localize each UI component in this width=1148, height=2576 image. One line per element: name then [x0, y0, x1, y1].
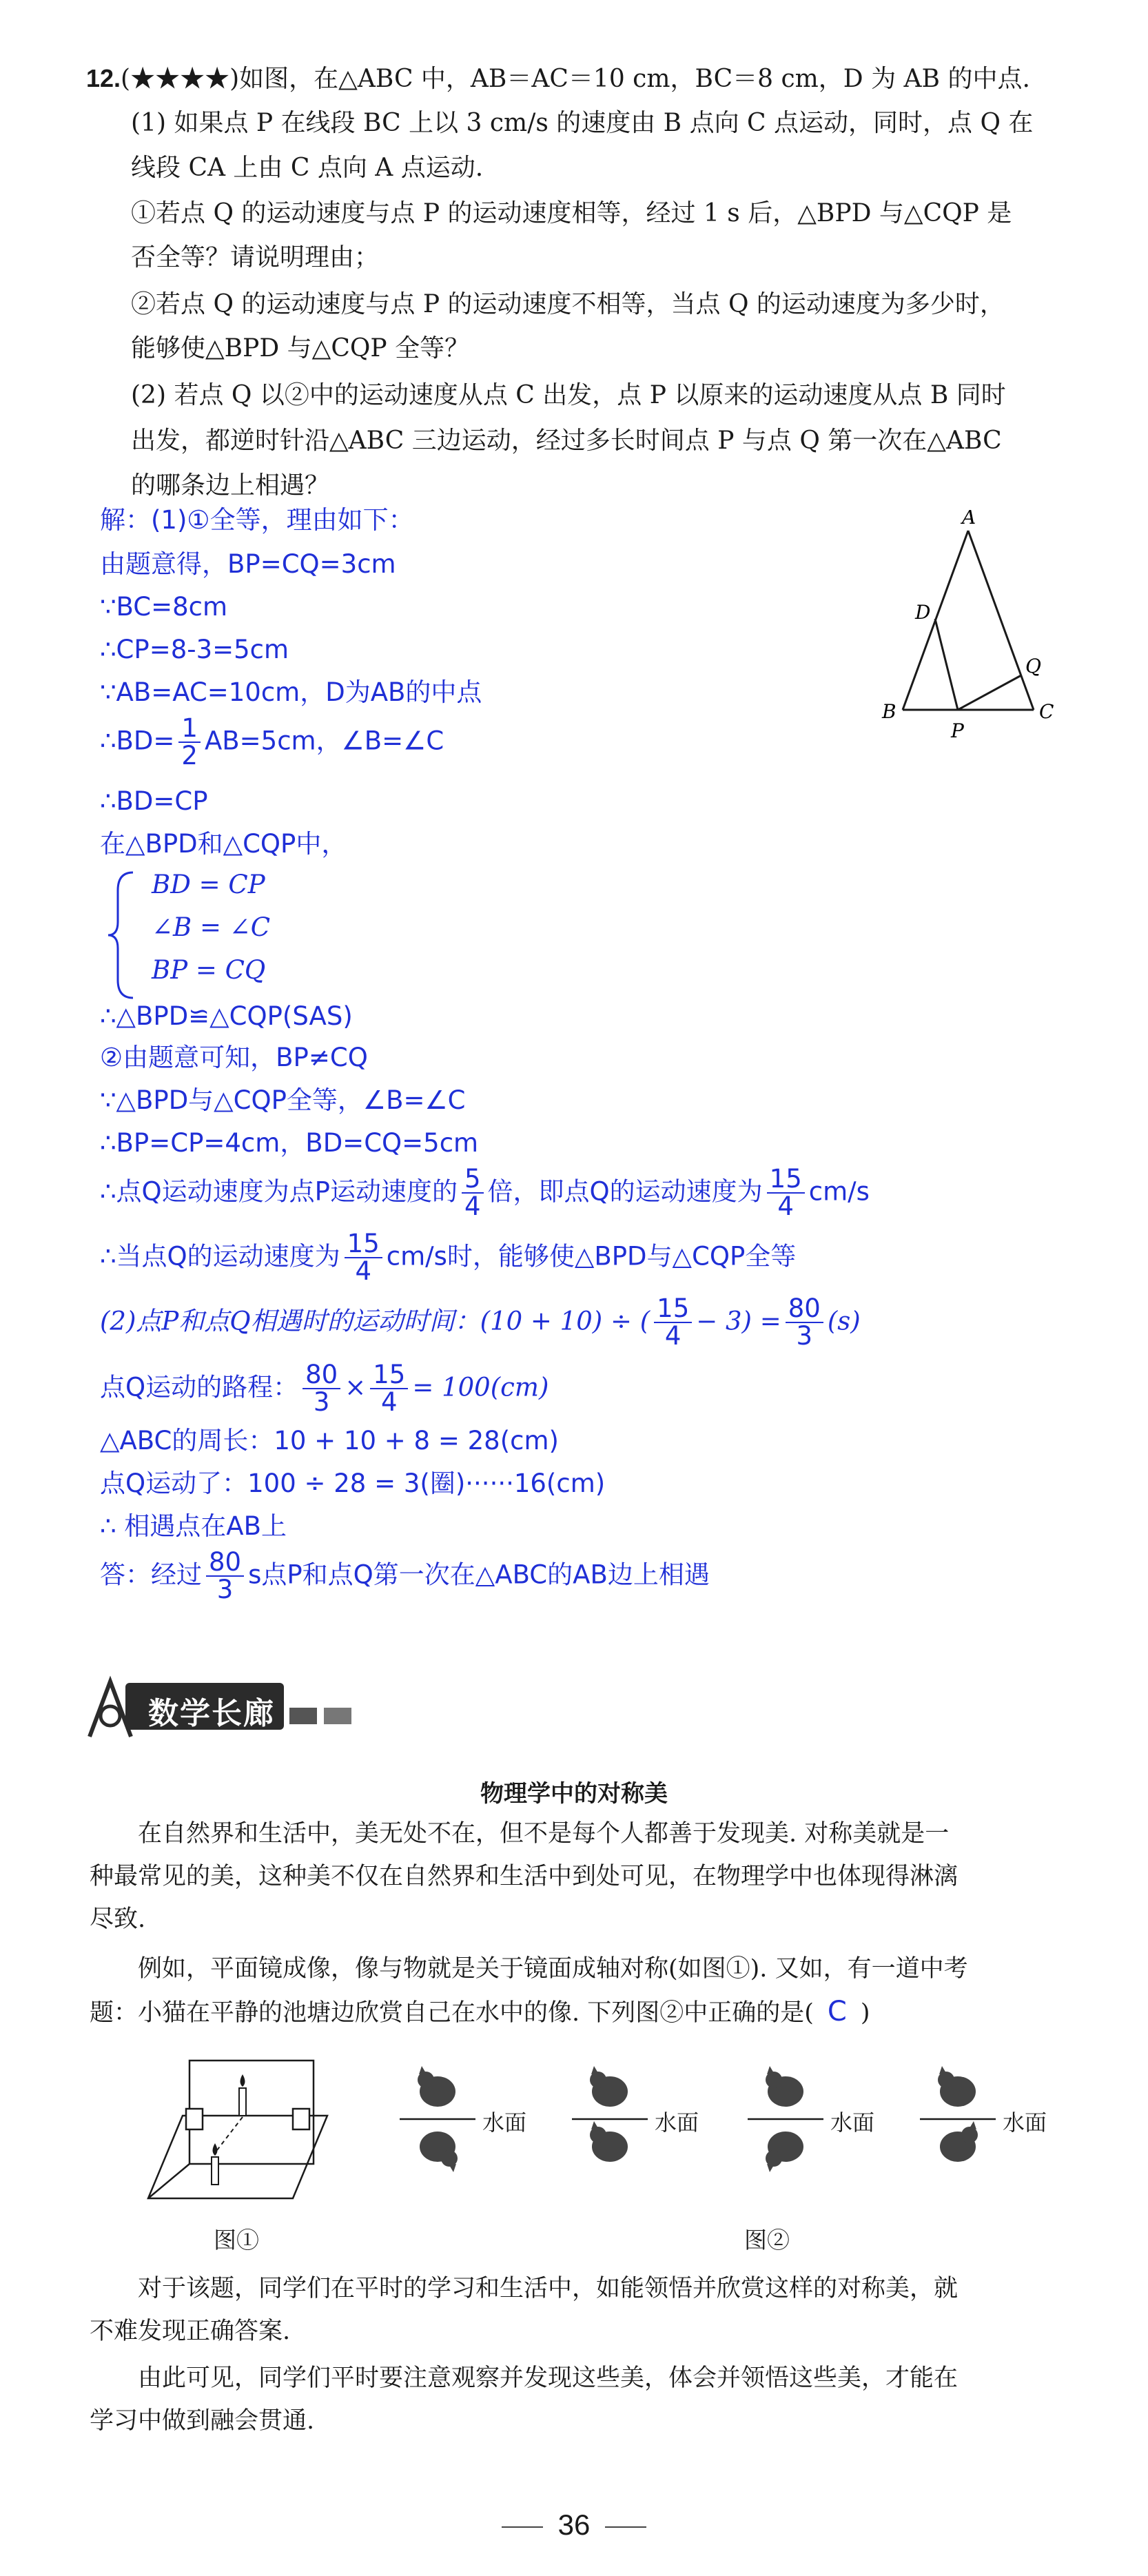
label-D: D — [915, 601, 931, 624]
cat-icon — [590, 2066, 628, 2107]
numerator: 1 — [178, 715, 201, 743]
answer-line-8: 在△BPD和△CQP中， — [100, 829, 347, 859]
answer-20-tail: s点P和点Q第一次在△ABC的AB边上相遇 — [248, 1560, 710, 1590]
brace-icon — [105, 870, 140, 1001]
answer-line-17: △ABC的周长：10 + 10 + 8 = 28(cm) — [100, 1426, 559, 1455]
para-1-line-1: 在自然界和生活中，美无处不在，但不是每个人都善于发现美. 对称美就是一 — [138, 1820, 950, 1848]
answer-14-tail: cm/s时，能够使△BPD与△CQP全等 — [386, 1241, 797, 1271]
fraction-half — [178, 715, 201, 769]
denominator: 3 — [313, 1387, 330, 1417]
system-row-3: BP = CQ — [152, 955, 266, 985]
footer-dash-right — [605, 2526, 646, 2528]
water-label-b: 水面 — [655, 2109, 699, 2136]
para-3-line-2: 不难发现正确答案. — [90, 2318, 291, 2345]
question-line-7: 能够使△BPD 与△CQP 全等？ — [131, 334, 470, 362]
candle-image-flame-icon — [213, 2143, 218, 2156]
answer-6-lead: ∴BD= — [100, 726, 175, 756]
question-stem: 如图，在△ABC 中，AB＝AC＝10 cm，BC＝8 cm，D 为 AB 的中点. — [239, 65, 1030, 93]
page-number: 36 — [557, 2508, 591, 2541]
answer-line-16 — [100, 1362, 549, 1415]
section-banner-title: 数学长廊 — [148, 1696, 275, 1731]
numerator: 15 — [370, 1362, 408, 1389]
para-2-line-1: 例如，平面镜成像，像与物就是关于镜面成轴对称(如图①). 又如，有一道中考 — [138, 1955, 968, 1983]
question-line-4: ①若点 Q 的运动速度与点 P 的运动速度相等，经过 1 s 后，△BPD 与△CQP 是 — [131, 199, 1012, 227]
question-line-6: ②若点 Q 的运动速度与点 P 的运动速度不相等，当点 Q 的运动速度为多少时， — [131, 290, 1005, 318]
triangle-figure — [861, 510, 1089, 744]
label-Q: Q — [1025, 655, 1041, 677]
label-P: P — [951, 719, 964, 742]
denominator: 3 — [216, 1575, 234, 1604]
fraction-speed-2 — [345, 1231, 382, 1285]
answer-line-12: ∴BP=CP=4cm，BD=CQ=5cm — [100, 1128, 479, 1158]
answer-13-mid: 倍，即点Q的运动速度为 — [487, 1176, 763, 1207]
answer-line-19: ∴ 相遇点在AB上 — [100, 1511, 287, 1541]
answer-15-lead: (2)点P和点Q相遇时的运动时间：(10 + 10) ÷ ( — [100, 1306, 650, 1336]
fig2-caption: 图② — [744, 2227, 790, 2253]
question-line-2: (1) 如果点 P 在线段 BC 上以 3 cm/s 的速度由 B 点向 C 点运动，同时，点 Q 在 — [131, 109, 1034, 137]
answer-13-unit: cm/s — [808, 1176, 870, 1207]
mirror-figure — [121, 2040, 348, 2219]
answer-line-3: ∵BC=8cm — [100, 592, 228, 622]
fraction-15-4-b — [370, 1362, 408, 1415]
question-line-9: 出发，都逆时针沿△ABC 三边运动，经过多长时间点 P 与点 Q 第一次在△ABC — [131, 427, 1002, 455]
fraction-80-3 — [786, 1296, 823, 1349]
cat-option-d — [906, 2061, 1078, 2178]
answer-line-14 — [100, 1231, 796, 1285]
cat-reflection-icon — [590, 2121, 628, 2162]
article-title: 物理学中的对称美 — [480, 1780, 668, 1808]
difficulty-stars: (★★★★) — [121, 65, 240, 93]
cat-option-a — [386, 2061, 558, 2178]
answer-line-15 — [100, 1296, 861, 1349]
candle-flame-icon — [240, 2074, 245, 2087]
numerator: 15 — [767, 1166, 805, 1194]
water-label-d: 水面 — [1003, 2109, 1047, 2136]
answer-15-mid: − 3) = — [696, 1306, 781, 1336]
question-line-5: 否全等？请说明理由； — [131, 243, 380, 272]
numerator: 5 — [462, 1166, 484, 1194]
water-label-a: 水面 — [482, 2109, 527, 2136]
numerator: 80 — [786, 1296, 823, 1323]
cat-icon — [766, 2066, 803, 2107]
denominator: 4 — [664, 1321, 681, 1351]
question-number: 12. — [86, 64, 121, 92]
answer-6-tail: AB=5cm，∠B=∠C — [204, 726, 444, 756]
footer-dash-left — [502, 2526, 543, 2528]
cat-reflection-icon — [420, 2132, 458, 2172]
fraction-80-3-b — [303, 1362, 340, 1415]
answer-20-lead: 答：经过 — [100, 1560, 202, 1590]
cat-option-c — [734, 2061, 906, 2178]
para-1-line-2: 种最常见的美，这种美不仅在自然界和生活中到处可见，在物理学中也体现得淋漓 — [90, 1863, 959, 1890]
para-1-line-3: 尽致. — [90, 1905, 146, 1933]
answer-line-5: ∵AB=AC=10cm，D为AB的中点 — [100, 677, 482, 707]
numerator: 80 — [206, 1549, 244, 1577]
answer-line-1: 解：(1)①全等，理由如下： — [100, 505, 414, 535]
denominator: 4 — [381, 1387, 398, 1417]
label-A: A — [962, 510, 976, 529]
question-line-3: 线段 CA 上由 C 点向 A 点运动. — [131, 154, 484, 182]
segment-DP — [935, 619, 958, 710]
cat-option-b — [558, 2061, 730, 2178]
answer-line-13 — [100, 1166, 870, 1220]
denominator: 4 — [777, 1192, 794, 1221]
answer-line-7: ∴BD=CP — [100, 786, 208, 816]
para-2-text: 题：小猫在平静的池塘边欣赏自己在水中的像. 下列图②中正确的是( — [90, 1999, 814, 2027]
fraction-80-3-c — [206, 1549, 244, 1603]
segment-PQ — [958, 675, 1021, 710]
answer-choice: C — [827, 1996, 847, 2027]
para-2-line-2 — [90, 1990, 870, 2034]
answer-16-lead: 点Q运动的路程： — [100, 1372, 299, 1402]
system-row-2: ∠B = ∠C — [152, 912, 271, 942]
page-footer — [0, 2508, 1148, 2542]
multiply-sign: × — [345, 1372, 367, 1402]
answer-line-20 — [100, 1549, 710, 1603]
answer-15-unit: (s) — [827, 1306, 861, 1336]
answer-13-lead: ∴点Q运动速度为点P运动速度的 — [100, 1176, 458, 1207]
answer-line-18: 点Q运动了：100 ÷ 28 = 3(圈)······16(cm) — [100, 1469, 606, 1498]
cat-reflection-icon — [940, 2121, 978, 2162]
para-3-line-1: 对于该题，同学们在平时的学习和生活中，如能领悟并欣赏这样的对称美，就 — [138, 2275, 959, 2302]
answer-line-9: ∴△BPD≌△CQP(SAS) — [100, 1001, 353, 1031]
answer-16-result: = 100(cm) — [412, 1372, 549, 1402]
fraction-five-quarters — [462, 1166, 484, 1220]
numerator: 15 — [654, 1296, 692, 1323]
answer-14-lead: ∴当点Q的运动速度为 — [100, 1241, 340, 1271]
denominator: 4 — [355, 1256, 371, 1286]
label-C: C — [1039, 700, 1054, 723]
water-label-c: 水面 — [830, 2109, 875, 2136]
para-4-line-1: 由此可见，同学们平时要注意观察并发现这些美，体会并领悟这些美，才能在 — [138, 2364, 959, 2392]
fig1-caption: 图① — [214, 2227, 259, 2253]
side-AC — [968, 531, 1034, 710]
cat-reflection-icon — [766, 2132, 803, 2172]
answer-line-11: ∵△BPD与△CQP全等，∠B=∠C — [100, 1085, 466, 1115]
answer-line-2: 由题意得，BP=CQ=3cm — [100, 549, 396, 579]
question-line-8: (2) 若点 Q 以②中的运动速度从点 C 出发，点 P 以原来的运动速度从点 B 同时 — [131, 381, 1006, 409]
system-row-1: BD = CP — [152, 870, 265, 899]
question-line-10: 的哪条边上相遇？ — [131, 471, 330, 500]
denominator: 2 — [181, 741, 198, 770]
para-4-line-2: 学习中做到融会贯通. — [90, 2407, 315, 2435]
denominator: 4 — [464, 1192, 481, 1221]
answer-line-10: ②由题意可知，BP≠CQ — [100, 1043, 368, 1072]
answer-line-4: ∴CP=8-3=5cm — [100, 635, 289, 664]
fraction-speed — [767, 1166, 805, 1220]
numerator: 80 — [303, 1362, 340, 1389]
answer-line-6 — [100, 715, 444, 769]
question-line-1 — [86, 63, 1030, 94]
cat-icon — [938, 2066, 976, 2107]
fraction-15-4 — [654, 1296, 692, 1349]
close-paren: ) — [860, 1999, 870, 2027]
label-B: B — [882, 700, 896, 723]
cat-icon — [418, 2066, 455, 2107]
numerator: 15 — [345, 1231, 382, 1258]
denominator: 3 — [796, 1321, 813, 1351]
